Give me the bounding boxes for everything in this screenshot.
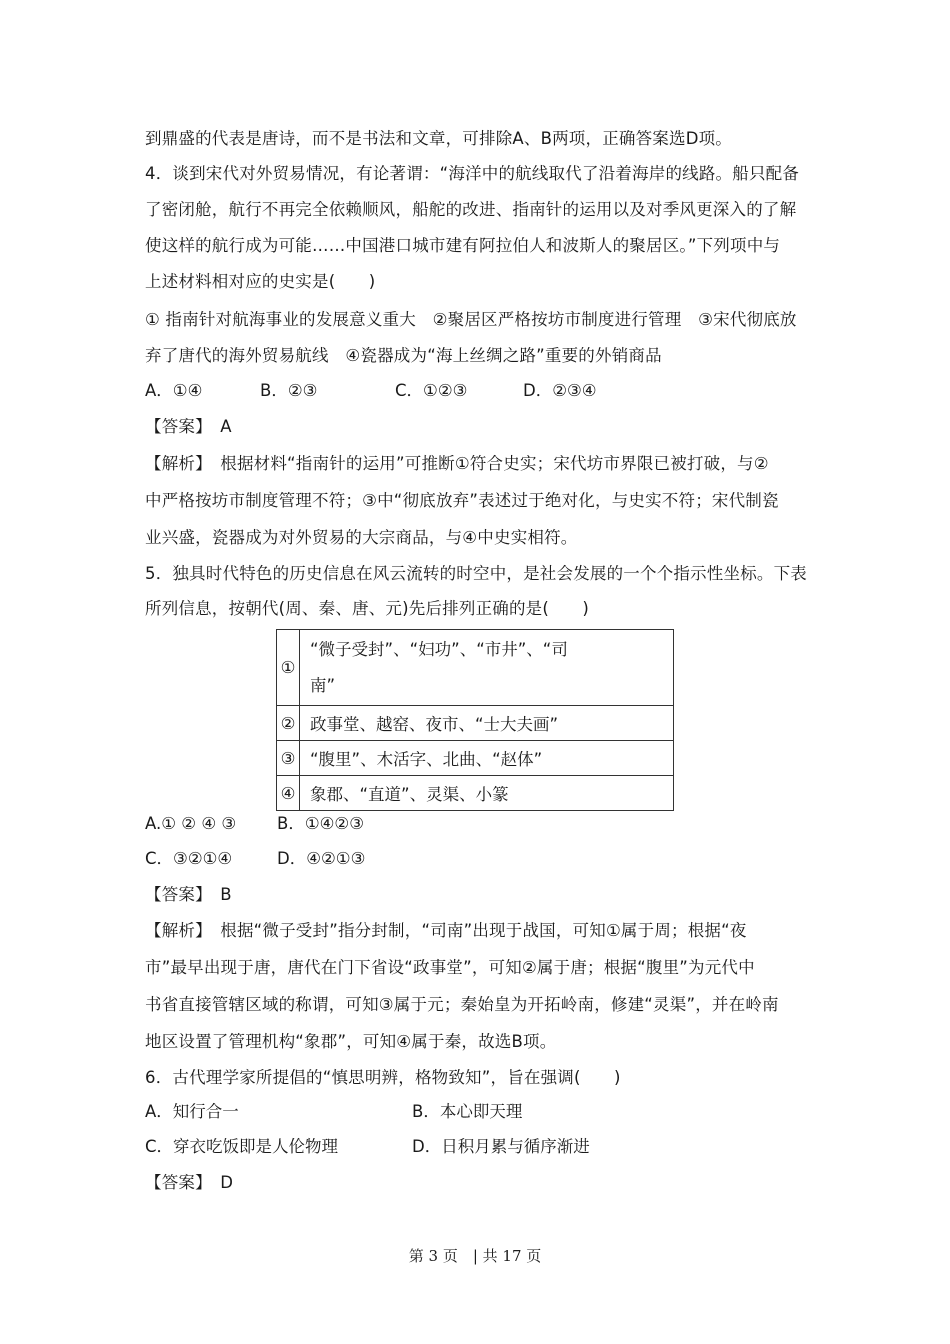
- q4-analysis-line: 业兴盛，瓷器成为对外贸易的大宗商品，与④中史实相符。: [145, 528, 578, 547]
- q5-answer: 【答案】 B: [145, 885, 232, 904]
- q5-analysis-line: 地区设置了管理机构“象郡”，可知④属于秦，故选B项。: [145, 1032, 557, 1051]
- table-row: [277, 776, 674, 811]
- q5-option-a: A.① ② ④ ③: [145, 814, 237, 833]
- q4-option-b: B．②③: [260, 381, 318, 400]
- q4-option-d: D．②③④: [523, 381, 597, 400]
- question-5-stem: 5．独具时代特色的历史信息在风云流转的时空中，是社会发展的一个个指示性坐标。下表: [145, 564, 807, 583]
- row-content: 象郡、“直道”、灵渠、小篆: [300, 776, 674, 811]
- text-line: ① 指南针对航海事业的发展意义重大 ②聚居区严格按坊市制度进行管理 ③宋代彻底放: [145, 310, 797, 329]
- row-content-line: 南”: [310, 675, 336, 695]
- q5-analysis-line: 市”最早出现于唐，唐代在门下省设“政事堂”，可知②属于唐；根据“腹里”为元代中: [145, 958, 755, 977]
- q4-option-a: A．①④: [145, 381, 203, 400]
- q5-analysis-line: 书省直接管辖区域的称谓，可知③属于元；秦始皇为开拓岭南，修建“灵渠”，并在岭南: [145, 995, 779, 1014]
- q6-option-c: C．穿衣吃饭即是人伦物理: [145, 1137, 339, 1156]
- row-content: [300, 630, 674, 706]
- row-number: ②: [277, 706, 300, 741]
- q5-info-table: [276, 629, 674, 811]
- row-content: “腹里”、木活字、北曲、“赵体”: [300, 741, 674, 776]
- q6-option-d: D．日积月累与循序渐进: [412, 1137, 590, 1156]
- q5-option-c: C．③②①④: [145, 849, 233, 868]
- text-line: 上述材料相对应的史实是( ): [145, 272, 376, 291]
- q6-option-a: A．知行合一: [145, 1102, 239, 1121]
- row-number: ④: [277, 776, 300, 811]
- page-footer: 第 3 页 | 共 17 页: [408, 1247, 542, 1265]
- question-4-stem: 4．谈到宋代对外贸易情况，有论著谓：“海洋中的航线取代了沿着海岸的线路。船只配备: [145, 164, 800, 183]
- table-row: [277, 630, 674, 706]
- q4-analysis-line: 中严格按坊市制度管理不符；③中“彻底放弃”表述过于绝对化，与史实不符；宋代制瓷: [145, 491, 779, 510]
- text-line: 弃了唐代的海外贸易航线 ④瓷器成为“海上丝绸之路”重要的外销商品: [145, 346, 662, 365]
- q5-option-d: D．④②①③: [277, 849, 366, 868]
- row-number: ①: [277, 630, 300, 706]
- row-content: 政事堂、越窑、夜市、“士大夫画”: [300, 706, 674, 741]
- question-5-stem: 所列信息，按朝代(周、秦、唐、元)先后排列正确的是( ): [145, 599, 590, 618]
- q6-answer: 【答案】 D: [145, 1173, 234, 1192]
- text-line: 了密闭舱，航行不再完全依赖顺风，船舵的改进、指南针的运用以及对季风更深入的了解: [145, 200, 797, 219]
- q4-answer: 【答案】 A: [145, 417, 232, 436]
- q6-option-b: B．本心即天理: [412, 1102, 523, 1121]
- q4-analysis-line: 【解析】 根据材料“指南针的运用”可推断①符合史实；宋代坊市界限已被打破，与②: [145, 454, 769, 473]
- table-row: [277, 741, 674, 776]
- row-content-line: “微子受封”、“妇功”、“市井”、“司: [310, 639, 568, 659]
- q5-analysis-line: 【解析】 根据“微子受封”指分封制，“司南”出现于战国，可知①属于周；根据“夜: [145, 921, 747, 940]
- table-row: [277, 706, 674, 741]
- row-number: ③: [277, 741, 300, 776]
- question-6-stem: 6．古代理学家所提倡的“慎思明辨，格物致知”，旨在强调( ): [145, 1068, 621, 1087]
- q4-option-c: C．①②③: [395, 381, 468, 400]
- q5-option-b: B．①④②③: [277, 814, 364, 833]
- text-line: 到鼎盛的代表是唐诗，而不是书法和文章，可排除A、B两项，正确答案选D项。: [145, 129, 733, 148]
- text-line: 使这样的航行成为可能……中国港口城市建有阿拉伯人和波斯人的聚居区。”下列项中与: [145, 236, 781, 255]
